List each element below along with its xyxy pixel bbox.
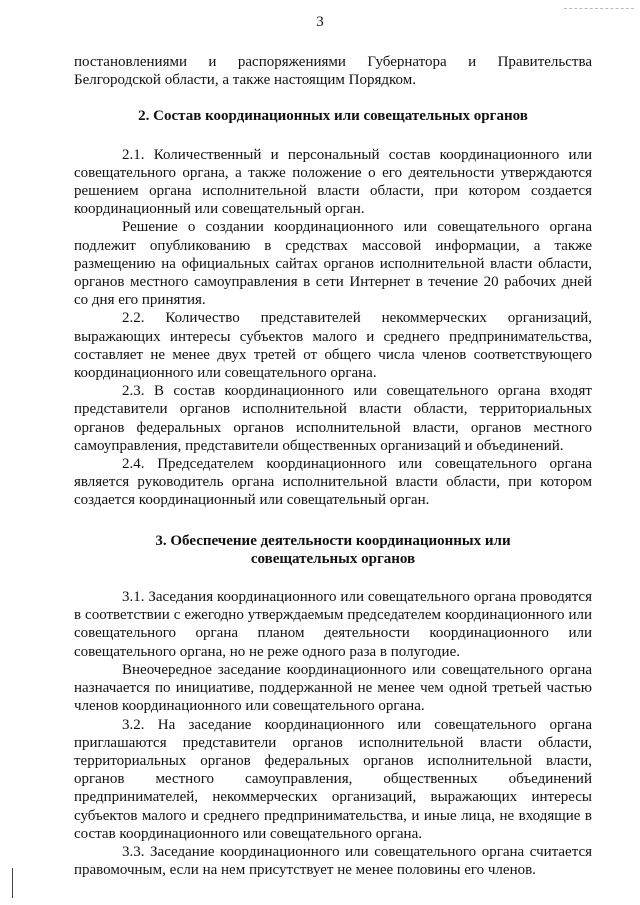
- paragraph-2-3: 2.3. В состав координационного или совещательного органа входят представители органов исполнительной власти области, территориальных органов федеральных органов исполнительной власти, органов местного самоуправления, представители общественных организаций и объединений.: [74, 383, 592, 454]
- intro-paragraph: постановлениями и распоряжениями Губернатора и Правительства Белгородской области, а также настоящим Порядком.: [74, 54, 592, 89]
- scan-edge-mark: [12, 868, 13, 898]
- paragraph-2-4: 2.4. Председателем координационного или совещательного органа является руководитель органа исполнительной власти области, при котором создается координационный или совещательный орган.: [74, 456, 592, 509]
- paragraph-2-2: 2.2. Количество представителей некоммерческих организаций, выражающих интересы субъектов малого и среднего предпринимательства, составляет не менее двух третей от общего числа членов соответствующего координационного или совещательного органа.: [74, 310, 592, 382]
- paragraph-3-2: 3.2. На заседание координационного или совещательного органа приглашаются представители органов исполнительной власти области, территориальных органов федеральных органов исполнительной власти, органов местного самоуправления, общественных объединений предпринимателей, некоммерческих организаций, выражающих интересы субъектов малого и среднего предпринимательства, и иные лица, не входящие в состав координационного или совещательного органа.: [74, 716, 592, 842]
- section-3-title-line-1: 3. Обеспечение деятельности координационных или: [155, 532, 511, 549]
- scan-corner-mark: [564, 8, 634, 10]
- paragraph-3-1-extraordinary: Внеочередное заседание координационного или совещательного органа назначается по инициативе, поддержанной не менее чем одной третьей частью членов координационного или совещательного органа.: [74, 661, 592, 715]
- section-3-title: [74, 532, 592, 568]
- paragraph-2-1: 2.1. Количественный и персональный состав координационного или совещательного органа, а также положение о его деятельности утверждаются решением органа исполнительной власти области, при котором создается координационный или совещательный орган.: [74, 146, 592, 218]
- document-body: [74, 53, 592, 879]
- section-2-title: 2. Состав координационных или совещательных органов: [138, 108, 528, 125]
- section-3-title-line-2: совещательных органов: [250, 550, 416, 567]
- paragraph-3-3: 3.3. Заседание координационного или совещательного органа считается правомочным, если на нем присутствует не менее половины его членов.: [74, 843, 592, 879]
- paragraph-3-1: 3.1. Заседания координационного или совещательного органа проводятся в соответствии с ежегодно утверждаемым председателем координационного или совещательного органа планом деятельности координационного или совещательного органа, но не реже одного раза в полугодие.: [74, 589, 592, 660]
- page-number: 3: [316, 14, 324, 30]
- paragraph-2-1-publication: Решение о создании координационного или совещательного органа подлежит опубликованию в средствах массовой информации, а также размещению на официальных сайтах органов исполнительной власти области, органов местного самоуправления в сети Интернет в течение 20 рабочих дней со дня его принятия.: [74, 219, 592, 309]
